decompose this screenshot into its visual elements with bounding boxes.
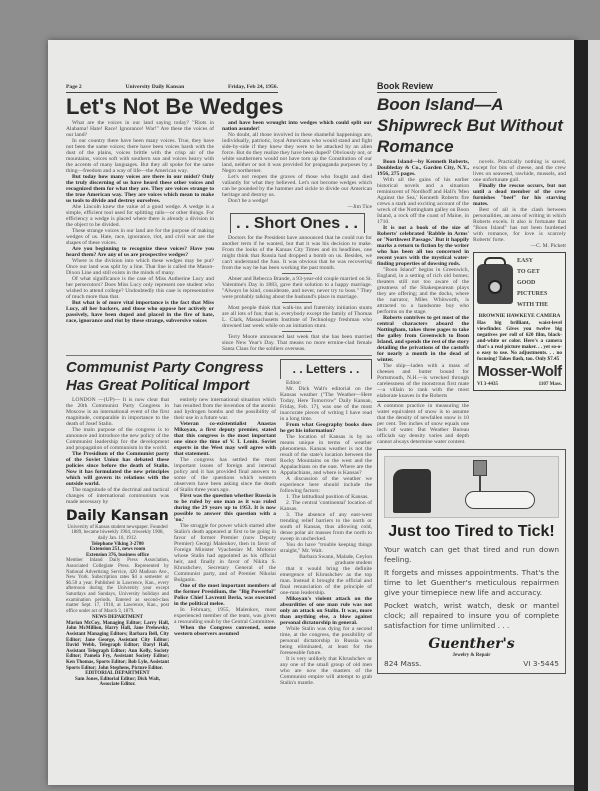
book-review-label: Book Review bbox=[377, 80, 497, 93]
text-paragraph: A discussion of the weather we experience here should include the following factors: bbox=[280, 475, 372, 494]
guenther-copy bbox=[384, 545, 559, 631]
text-paragraph: novels. Practically nothing is saved, except for bits of cheese, and the crew lives on seaweed, rawhide, mussels, and one unfortunate gull. bbox=[473, 159, 566, 183]
text-paragraph: Doctors for the President have announced that he could run for another term if he wanted, but that it was his decision to make. From the looks of the Kansas City Times and its headlines, one might think that Russia had dropped a bomb on us. Besides, we can't understand the fuss. It was obvious that he was recovering from the way he has been working the past month. bbox=[222, 235, 372, 271]
camera-ad-phone: VI 3-4435 bbox=[477, 382, 498, 387]
snow-filler: A common practice in measuring the water equivalent of snow is to assume that the density of newfallen snow is 10 per cent. Ten inches of snow equals one inch of water. But Weather Bureau officials say density varies and depth cannot always determine water content. bbox=[377, 403, 469, 445]
text-paragraph: The magnitude of the doctrinal and tactical changes of international communism was made necessary by bbox=[66, 486, 169, 505]
kansan-membership: Member Inland Daily Press Association, Associated Collegiate Press. Represented by National Advertising Service, 420 Madison Ave., New York. Subscription rates $4 a semester or $6.50 a year. Published in Lawrence, Kan., every afternoon during the University year except Saturdays and Sundays, University holidays and examination periods. Entered as second-class matter Sept. 17, 1910, at Lawrence, Kan., post office under act of March 3, 1879. bbox=[66, 558, 169, 614]
text-paragraph: It is very unlikely that Khrushchev or any one of the small group of old men who are now the masters of the Communist empire will attempt to grab Stalin's mantle. bbox=[280, 655, 372, 686]
text-paragraph: Roberts contrives to get most of the central characters aboard the Nottingham, takes three pages to take the galley from Greenwich to Boon Island, and spends the rest of the story detailing the privations of the castoffs for nearly a month in the dead of winter. bbox=[377, 315, 469, 363]
guenther-headline: Just too Tired to Tick! bbox=[388, 523, 555, 540]
divider bbox=[282, 273, 312, 274]
middle-col bbox=[222, 120, 372, 352]
text-paragraph: —C. M. Pickett bbox=[530, 243, 566, 249]
short-ones-headline: . . Short Ones . . bbox=[230, 213, 365, 233]
text-paragraph: Of what significance is the case of Miss Autherine Lucy and her persecutors? Does Miss Lucy only represent one student who wished to attend college? Undoubtedly this case is representative of much more than that. bbox=[66, 276, 214, 300]
text-paragraph: The location of Kansas is by no means unique in terms of weather phenomena. Kansas weather is not the result of the state's location between the Rocky Mountains on the west and the Appalachians on the east. Where are the Appalachians, and where is Kansas? bbox=[280, 433, 372, 476]
text-paragraph: GOOD bbox=[517, 280, 536, 286]
text-paragraph: entirely new international situation which has resulted from the invention of the atomic and hydrogen bombs and the possibility of their use in a future war. bbox=[174, 396, 276, 421]
text-paragraph: Editor: bbox=[286, 379, 302, 386]
book-review-col1 bbox=[377, 159, 469, 399]
text-paragraph: Terry Moore announced last week that she has been married since New Year's Day. That means no more ermine-clad female Santa Claus for the soldiers overseas. bbox=[222, 334, 372, 352]
text-paragraph: When the Congress convened, some western observers assumed bbox=[174, 624, 276, 637]
left-area bbox=[66, 84, 372, 688]
text-paragraph: While Stalin was dying for a second time, at the congress, the possibility of personal dictatorship in Russia was being eliminated, at least for the foreseeable future. bbox=[280, 625, 372, 656]
text-paragraph: Mr. Dick Walt's editorial on the Kansas weather ("The Weather—Here Today, Here Tomorrow" Daily Kansan, Friday, Feb. 17), was one of the most inaccurate pieces of writing I have read in a long time. bbox=[280, 385, 372, 422]
text-paragraph: The ship—laden with a mass of cheeses and butter bound for Portsmouth, N.H.—is wrecked through carelessness of the monstrous first mate—a villain to rank with the most elaborate knaves in the Roberts bbox=[377, 363, 469, 399]
communist-left-stack bbox=[66, 397, 169, 688]
camera-product-name: BROWNIE HAWKEYE CAMERA bbox=[478, 313, 561, 319]
text-paragraph: The Presidium of the Communist party of the Soviet Union has debated these policies since before the death of Stalin. Now it has formulated the new principles which will govern its relations with the outside world. bbox=[66, 450, 169, 487]
text-paragraph: It forgets and misses appointments. That's the time to let Guenther's meticulous repairmen give your timepiece new life and accuracy. bbox=[384, 568, 559, 597]
text-paragraph: One of the most important members of the former Presidium, the "Big Powerful" Police Chief Lavrenti Beria, was executed in the political melee. bbox=[174, 582, 276, 607]
wedges-col2 bbox=[222, 120, 372, 210]
text-paragraph: But today how many voices are there in our midst? Only the truly discerning of us have heard these other voices and recognized them for what they are. They are voices strange to the true American way. They are voices which mean to make us tools to divide and destroy ourselves. bbox=[66, 174, 214, 204]
text-paragraph: PICTURES bbox=[517, 291, 548, 297]
guenther-phone: VI 3-5445 bbox=[523, 659, 559, 668]
next-page-edge bbox=[588, 40, 600, 791]
camera-ad-copy bbox=[477, 320, 562, 362]
page-number: Page 2 bbox=[66, 84, 82, 90]
text-paragraph: Mikoyan's violent attack on the absurdities of one man rule was not only an attack on Stalin. It was, more than anything else, a blow against personal dictatorship in general. bbox=[280, 595, 372, 626]
binding-edge bbox=[574, 40, 588, 791]
text-paragraph: that it would bring the definite emergence of Khrushchev as the top man. Instead it brought the official and final renunciation of the principle of one-man leadership. bbox=[280, 565, 372, 596]
guenther-ad bbox=[377, 449, 566, 674]
kansan-masthead-box bbox=[66, 508, 169, 688]
mosser-wolf-logo: Mosser-Wolf bbox=[477, 363, 562, 380]
guenther-logo: Guenther's bbox=[428, 636, 515, 652]
text-paragraph: "Boon Island" begins in Greenwich, England, in a setting of rich old homes; theaters still not too aware of the greatness of the Shakespearean plays they are offering; and the docks, where the narrator, Miles Whitworth, is attracted to a handsome boy who performs on the stage. bbox=[377, 267, 469, 315]
camera-ad-top bbox=[477, 256, 562, 311]
text-paragraph: Let's not reopen the graves of those who fought and died valiantly for what they believed. Let's not become wedges which can be pounded by the hammer and sickle to divide our American heritage and destroy us. bbox=[222, 174, 372, 198]
guenther-contact bbox=[384, 658, 559, 669]
section-divider bbox=[66, 355, 372, 356]
right-area bbox=[377, 80, 566, 674]
text-paragraph: Are you beginning to recognize these voices? Have you heard them? Are any of us are prospective wedges? bbox=[66, 246, 214, 258]
news-dept-heading: NEWS DEPARTMENT bbox=[92, 615, 143, 621]
camera-icon bbox=[477, 264, 513, 304]
text-paragraph: The congress has settled the most important issues of foreign and internal policy and it has provided final answers to some of the questions which western observers have been asking since the death of Stalin three years ago. bbox=[174, 456, 276, 493]
text-paragraph: Boon Island—by Kenneth Roberts, Doubleday & Co., Garden City, N.Y., 1956, 275 pages. bbox=[377, 159, 469, 177]
bottom-row bbox=[66, 359, 372, 688]
communist-article bbox=[66, 359, 276, 688]
camera-ad-address: 1107 Mass. bbox=[538, 382, 562, 387]
folio-line bbox=[66, 84, 278, 93]
text-paragraph: and have been wrought into wedges which could split our nation asunder! bbox=[222, 120, 372, 132]
text-paragraph: It is not a book of the size of Roberts' celebrated 'Rabble in Arms' or 'Northwest Passage.' But it happily marks a return to fiction by the writer who has been all too concerned in recent years with the mystical water-finding properties of dowsing rods. bbox=[377, 225, 469, 267]
text-paragraph: These strange voices in our land are for the purpose of making wedges of us. Hate, race, ignorance, riot, and civil war are the shapes of these voices. bbox=[66, 228, 214, 246]
text-paragraph: TO GET bbox=[517, 269, 540, 275]
top-row bbox=[66, 120, 372, 352]
tired-clock-illustration bbox=[384, 456, 559, 518]
text-paragraph: In February, 1955, Malenkov, most experienced member of the team, was given a resounding snub by the Central Committee. bbox=[174, 606, 276, 625]
kansan-info: University of Kansas student newspaper. Founded 1889, became biweekly 1904, triweekly 1908, daily Jan. 16, 1912. bbox=[67, 524, 168, 541]
camera-ad-tagline bbox=[517, 256, 548, 311]
text-paragraph: 1. The latitudinal position of Kansas. bbox=[286, 493, 369, 500]
kansan-ext-news: Extension 251, news room bbox=[89, 547, 146, 553]
daily-kansan-logo: Daily Kansan bbox=[66, 507, 169, 524]
text-paragraph: 2. The central 'continental' location of Kansas. bbox=[280, 499, 372, 512]
text-paragraph: Abe Lincoln knew the value of a good wedge. A wedge is a simple, efficient tool used for splitting rails—or other things. For efficiency a wedge is placed where there is already a division in the object to be divided. bbox=[66, 204, 214, 228]
camera-ad bbox=[473, 252, 566, 391]
text-paragraph: WITH THE bbox=[517, 302, 549, 308]
news-staff: Marian McCoy, Managing Editor; Larry Hall, John McMillion, Harry Hall, Jane Prelowsky, Assistant Managing Editors; Barbara Bell, City Editor; Jane George, Assistant City Editor; David Webb, Telegraph Editor; Daryl Hall, Assistant Telegraph Editor; Ann Kelly, Society Editor; Pamela Fry, Assistant Society Editor; Ken Thomas, Sports Editor; Bob Lyle, Assistant Sports Editor; John Stephens, Picture Editor. bbox=[66, 620, 169, 671]
text-paragraph: Don't be a wedge! bbox=[228, 198, 269, 204]
text-paragraph: LONDON —(UP)— It is now clear that the 20th Communist Party Congress in Moscow is an international event of the first magnitude, comparable in importance to the death of Josef Stalin. bbox=[66, 396, 169, 427]
letters-body bbox=[280, 380, 372, 686]
text-paragraph: Abner and Rebecca Brande, a 93-year-old couple married on St. Valentine's Day in 1883, gave their solution to a happy marriage. "Always be kind, considerate, and never, never try to boss." They were probably talking about the husband's place in marriage. bbox=[222, 276, 372, 300]
text-paragraph: Your watch can get that tired and run down feeling. bbox=[384, 545, 559, 564]
text-paragraph: Barbara Swann, Malade, Ceylon graduate student bbox=[299, 553, 372, 566]
text-paragraph: But what is of more vital importance is the fact that Miss Lucy, all her backers, and those who oppose her actively or passively, have been duped and placed in the fire of hate, race, ignorance and riot by these strange, subversive voices bbox=[66, 300, 214, 324]
book-review-col2 bbox=[473, 159, 566, 249]
text-paragraph: Best of all is the clash between personalities, an area of writing in which Roberts excels. It also is fortunate that "Boon Island" has not been burdened with romance, for love is scarcely Roberts' forte. bbox=[473, 207, 566, 243]
communist-columns bbox=[66, 397, 276, 688]
divider bbox=[282, 331, 312, 332]
camera-copy-text: Has big brilliant, waist-level viewfinder. Gives you twelve big negatives per roll of 620 film, black-and-white or color. Here's a camera that's a real picture maker. . . yet so-o-o easy to use. No adjustments. . . no focusing! Takes flash, too. bbox=[477, 320, 562, 362]
kansan-phone: Telephone Viking 3-2700 bbox=[91, 541, 144, 547]
divider bbox=[282, 302, 312, 303]
text-paragraph: Pocket watch, wrist watch, desk or mantel clock; all repaired to insure you of complete satisfaction for time unlimited . . . bbox=[384, 601, 559, 630]
book-review-headline: Boon Island—A Shipwreck But Without Romance bbox=[377, 95, 563, 156]
text-paragraph: Where is the division into which these wedges may be put? Once our land was split by a line. That line is called the Mason-Dixon Line and still exists in the minds of many. bbox=[66, 258, 214, 276]
text-paragraph: The struggle for power which started after Stalin's death appeared at first to be going in favor of former Premier (now Deputy Premier) Georgi Malenkov, then in favor of Foreign Minister Vyacheslav M. Molotov whose Stalin had appointed as his official heir, and finally in favor of Nikita S. Khrushchev, Secretary General of the Communist party, and of Premier Nikolai Bulganin. bbox=[174, 522, 276, 583]
text-paragraph: What are the voices in our land saying today? "Riots in Alabama! Hate! Race! Ignorance! War!" Are these the voices of our land? bbox=[66, 120, 214, 138]
wedges-col1 bbox=[66, 120, 214, 324]
issue-date: Friday, Feb 24, 1956. bbox=[227, 84, 278, 90]
paper-name: University Daily Kansan bbox=[125, 84, 185, 90]
wedges-signature: —Jim Tice bbox=[347, 204, 372, 210]
text-paragraph: Finally the rescue occurs, but not until a dead member of the crew furnishes "beef" for his starving mates. bbox=[473, 183, 566, 207]
text-paragraph: From what Geography books does he get his information? bbox=[280, 421, 372, 434]
communist-col2 bbox=[174, 397, 276, 637]
text-paragraph: Most people think that walk-ins and fraternity initiation stunts are all lots of fun; that is, everybody except the family of Thomas L. Clark, Massachusetts Institute of Technology freshman who drowned last week while on an initiation stunt. bbox=[222, 305, 372, 329]
book-left-stack bbox=[377, 159, 469, 445]
text-paragraph: EASY bbox=[517, 258, 534, 264]
text-paragraph: Veteran co-existentialist Anastas Mikoyan, a first deputy premier, stated that this congress is the most important one since the time of V. I. Lenin. Soviet experts in the West may well agree with that statement. bbox=[174, 420, 276, 457]
text-paragraph: First was the question whether Russia is to be ruled by one man as it was ruled during the 29 years up to 1953. It is now possible to answer this question with a 'no.' bbox=[174, 492, 276, 523]
text-paragraph: The main purpose of the congress is to announce and introduce the new policy of the Communist leadership for the development and propagation of communism in the world. bbox=[66, 426, 169, 451]
camera-ad-contact bbox=[477, 382, 562, 387]
text-paragraph: With all the gains of his earlier historical novels and a situation reminiscent of Nordhoff and Hall's 'Men Against the Sea,' Kenneth Roberts fire crews a stark and exciting account of the wreck of the Nottingham galley on Boon Island, a rock off the coast of Maine, in 1710. bbox=[377, 177, 469, 225]
guenther-address: 824 Mass. bbox=[384, 659, 422, 668]
book-review-columns bbox=[377, 159, 566, 445]
letters-column bbox=[280, 359, 372, 686]
text-paragraph: No doubt, all those involved in these shameful happenings are, individually, patriotic, loyal Americans who would stand and fight side-by-side if they knew they were to be attacked by an alien force. But do they realize they have been duped? Obviously not, or white southerners would not have torn up the Constitution of our land, neither or not it was provided for propaganda purposes by a Negro northerner. bbox=[222, 132, 372, 174]
text-paragraph: You do have "trouble keeping things straight," Mr. Walt. bbox=[280, 541, 372, 554]
camera-price: Only $7.45 bbox=[535, 356, 560, 362]
kansan-ext-business: Extension 376, business office bbox=[85, 552, 150, 558]
text-paragraph: In our country there have been many voices. True, they have not been the same voices; there have been voices harsh with the dust of the plains, voices brittle with the crisp air of the mountains, voices soft with southern sun and voices heavy with the accents of many languages. But they all spoke for the same thing—freedom and a way of life—the American way. bbox=[66, 138, 214, 174]
guenther-subtitle: Jewelry & Repair bbox=[452, 653, 491, 658]
book-right-stack bbox=[473, 159, 566, 391]
editorial-dept-heading: EDITORIAL DEPARTMENT bbox=[85, 671, 150, 677]
text-paragraph: 3. The absence of any east-west trending relief barriers to the north or south of Kansas, thus allowing cold, dense polar air masses from the north to sweep in unchecked. bbox=[280, 511, 372, 542]
communist-headline: Communist Party Congress Has Great Political Import bbox=[66, 358, 264, 394]
letters-headline: . . Letters . . bbox=[280, 359, 372, 379]
short-ones-body bbox=[222, 235, 372, 352]
editorial-staff: Sam Jones, Editorial Editor; Dick Walt, Associate Editor. bbox=[74, 676, 161, 688]
wedges-headline: Let's Not Be Wedges bbox=[66, 94, 284, 119]
communist-col1 bbox=[66, 397, 169, 505]
